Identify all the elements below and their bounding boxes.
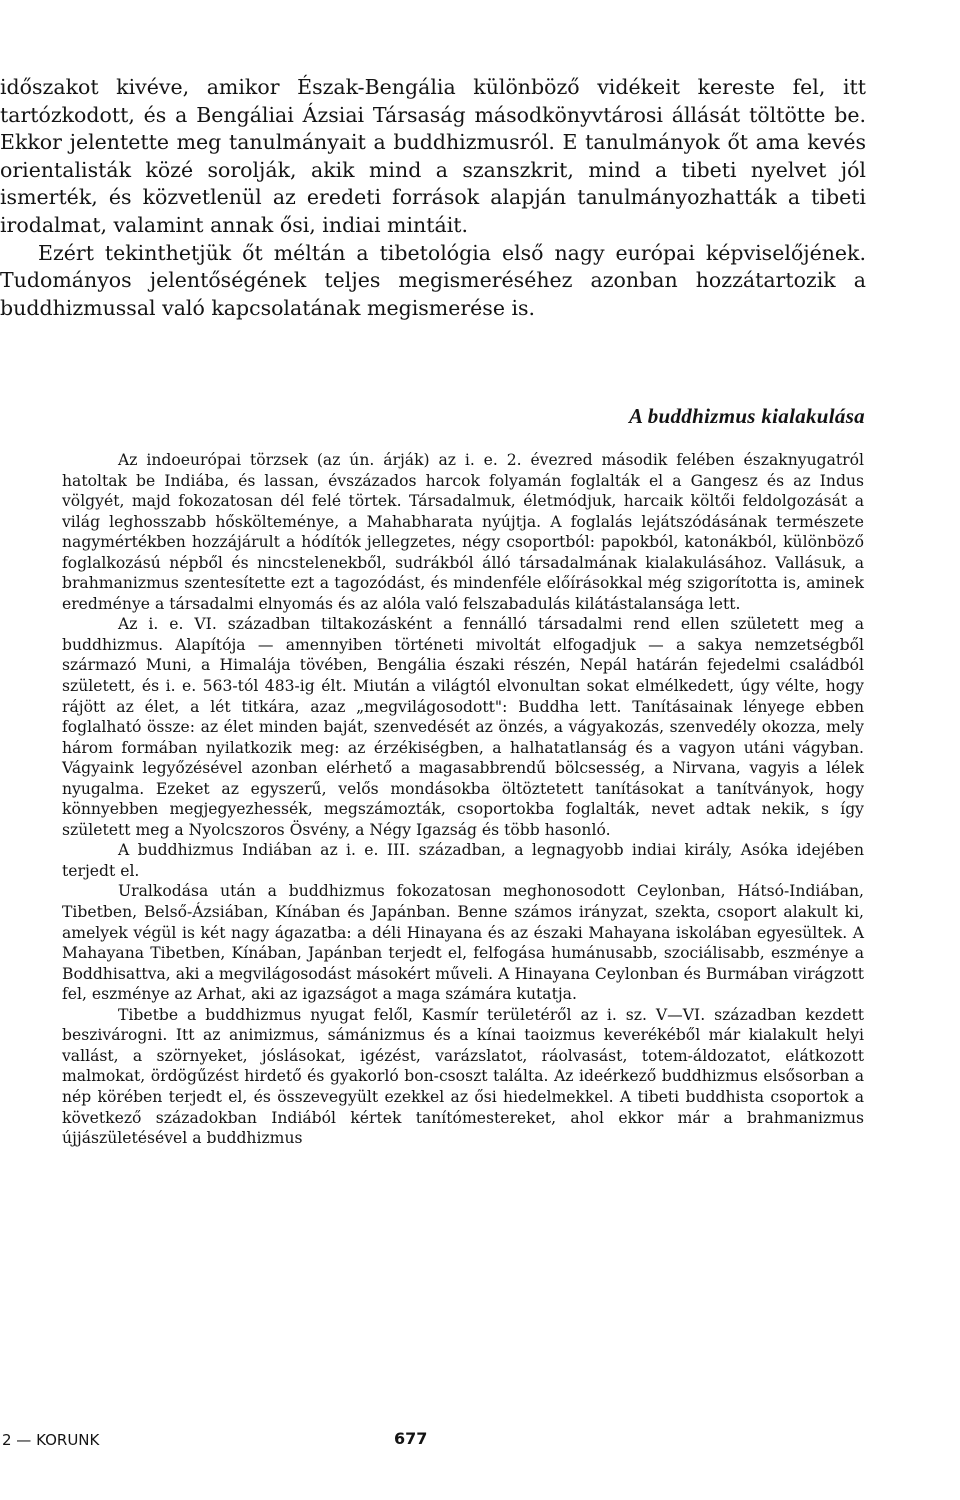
section-body [62,450,864,1149]
body-paragraph: A buddhizmus Indiában az i. e. III. században, a legnagyobb indiai király, Asóka idejében terjedt el. [62,841,864,880]
section-heading: A buddhizmus kialakulása [629,404,865,428]
intro-paragraph: Ezért tekinthetjük őt méltán a tibetológia első nagy európai képviselőjének. Tudományos jelentőségének teljes megismeréséhez azonban hozzátartozik a buddhizmussal való kapcsolatának megismerése is. [0,240,866,320]
body-paragraph: Az i. e. VI. században tiltakozásként a fennálló társadalmi rend ellen született meg a buddhizmus. Alapítója — amennyiben történeti mivoltát elfogadjuk — a sakya nemzetségből származó Muni, a Himalája tövében, Bengália északi részén, Nepál határán fejedelmi családból született, és i. e. 563-tól 483-ig élt. Miután a világtól elvonultan sokat elmélkedett, úgy vélte, hogy rájött az élet, a lét titkára, azaz „megvilágosodott": Buddha lett. Tanításainak lényege ebben foglalható össze: az élet minden baját, szenvedését az önzés, a vágyakozás, szenvedély okozza, mely három formában nyilatkozik meg: az érzékiségben, a halhatatlanság és a vagyon utáni vágyban. Vágyaink legyőzésével azonban elérhető a magasabbrendű bölcsesség, a Nirvana, vagyis a lélek nyugalma. Ezeket az egyszerű, velős mondásokba öltöztetett tanításokat a tanítványok, hogy könnyebben megjegyezhessék, megszámozták, csoportokba foglalták, nevet adtak nekik, s így született meg a Nyolcszoros Ösvény, a Négy Igazság és több hasonló. [62,615,864,839]
body-paragraph: Uralkodása után a buddhizmus fokozatosan meghonosodott Ceylonban, Hátsó-Indiában, Tibetben, Belső-Ázsiában, Kínában és Japánban. Benne számos irányzat, szekta, csoport alakult ki, amelyek végül is két nagy ágazatba: a déli Hinayana és az északi Mahayana iskolában egyesültek. A Mahayana Tibetben, Kínában, Japánban terjedt el, felfogása humánusabb, szociálisabb, eszménye a Boddhisattva, aki a megvilágosodást másokért műveli. A Hinayana Ceylonban és Burmában virágzott fel, eszménye az Arhat, aki az igazságot a maga számára kutatja. [62,882,864,1004]
printer-signature: 2 — KORUNK [2,1431,100,1449]
intro-paragraph: időszakot kivéve, amikor Észak-Bengália különböző vidékeit kereste fel, itt tartózkodott, és a Bengáliai Ázsiai Társaság másodkönyvtárosi állását töltötte be. Ekkor jelentette meg tanulmányait a buddhizmusról. E tanulmányok őt ama kevés orientalisták közé sorolják, akik mind a szanszkrit, mind a tibeti nyelvet jól ismerték, és közvetlenül az eredeti források alapján tanulmányozhatták a tibeti irodalmat, valamint annak ősi, indiai mintáit. [0,75,866,237]
body-paragraph: Az indoeurópai törzsek (az ún. árják) az i. e. 2. évezred második felében északnyugatról hatoltak be Indiába, és lassan, évszázados harcok folyamán foglalták el a Gangesz és az Indus völgyét, majd fokozatosan dél felé törtek. Társadalmuk, életmódjuk, harcaik költői feldolgozását a világ leghosszabb hőskölteménye, a Mahabharata nyújtja. A foglalás lejátszódásának természete nagymértékben hozzájárult a hódítók jellegzetes, négy csoportból: papokból, katonákból, különböző foglalkozású népből és nincstelenekből, sudrákból álló társadalmának kialakulásához. Vallásuk, a brahmanizmus szentesítette ezt a tagozódást, és mindenféle előírásokkal még szigorította is, aminek eredménye a társadalmi elnyomás és az alóla való felszabadulás kilátástalansága lett. [62,451,864,613]
body-paragraph: Tibetbe a buddhizmus nyugat felől, Kasmír területéről az i. sz. V—VI. században kezdett beszivárogni. Itt az animizmus, sámánizmus és a kínai taoizmus keverékéből már kialakult helyi vallást, a szörnyeket, jóslásokat, igézést, varázslatot, ráolvasást, totem-áldozatot, elátkozott malmokat, ördögűzést hirdető és gyakorló bon-csoszt találta. Az ideérkező buddhizmus elsősorban a nép körében terjedt el, és összevegyült ezekkel az ősi hiedelmekkel. A tibeti buddhista csoportok a következő századokban Indiából kértek tanítómestereket, ahol ekkor már a brahmanizmus újjászületésével a buddhizmus [62,1005,864,1148]
page-number: 677 [394,1429,428,1448]
intro-text [0,74,866,322]
